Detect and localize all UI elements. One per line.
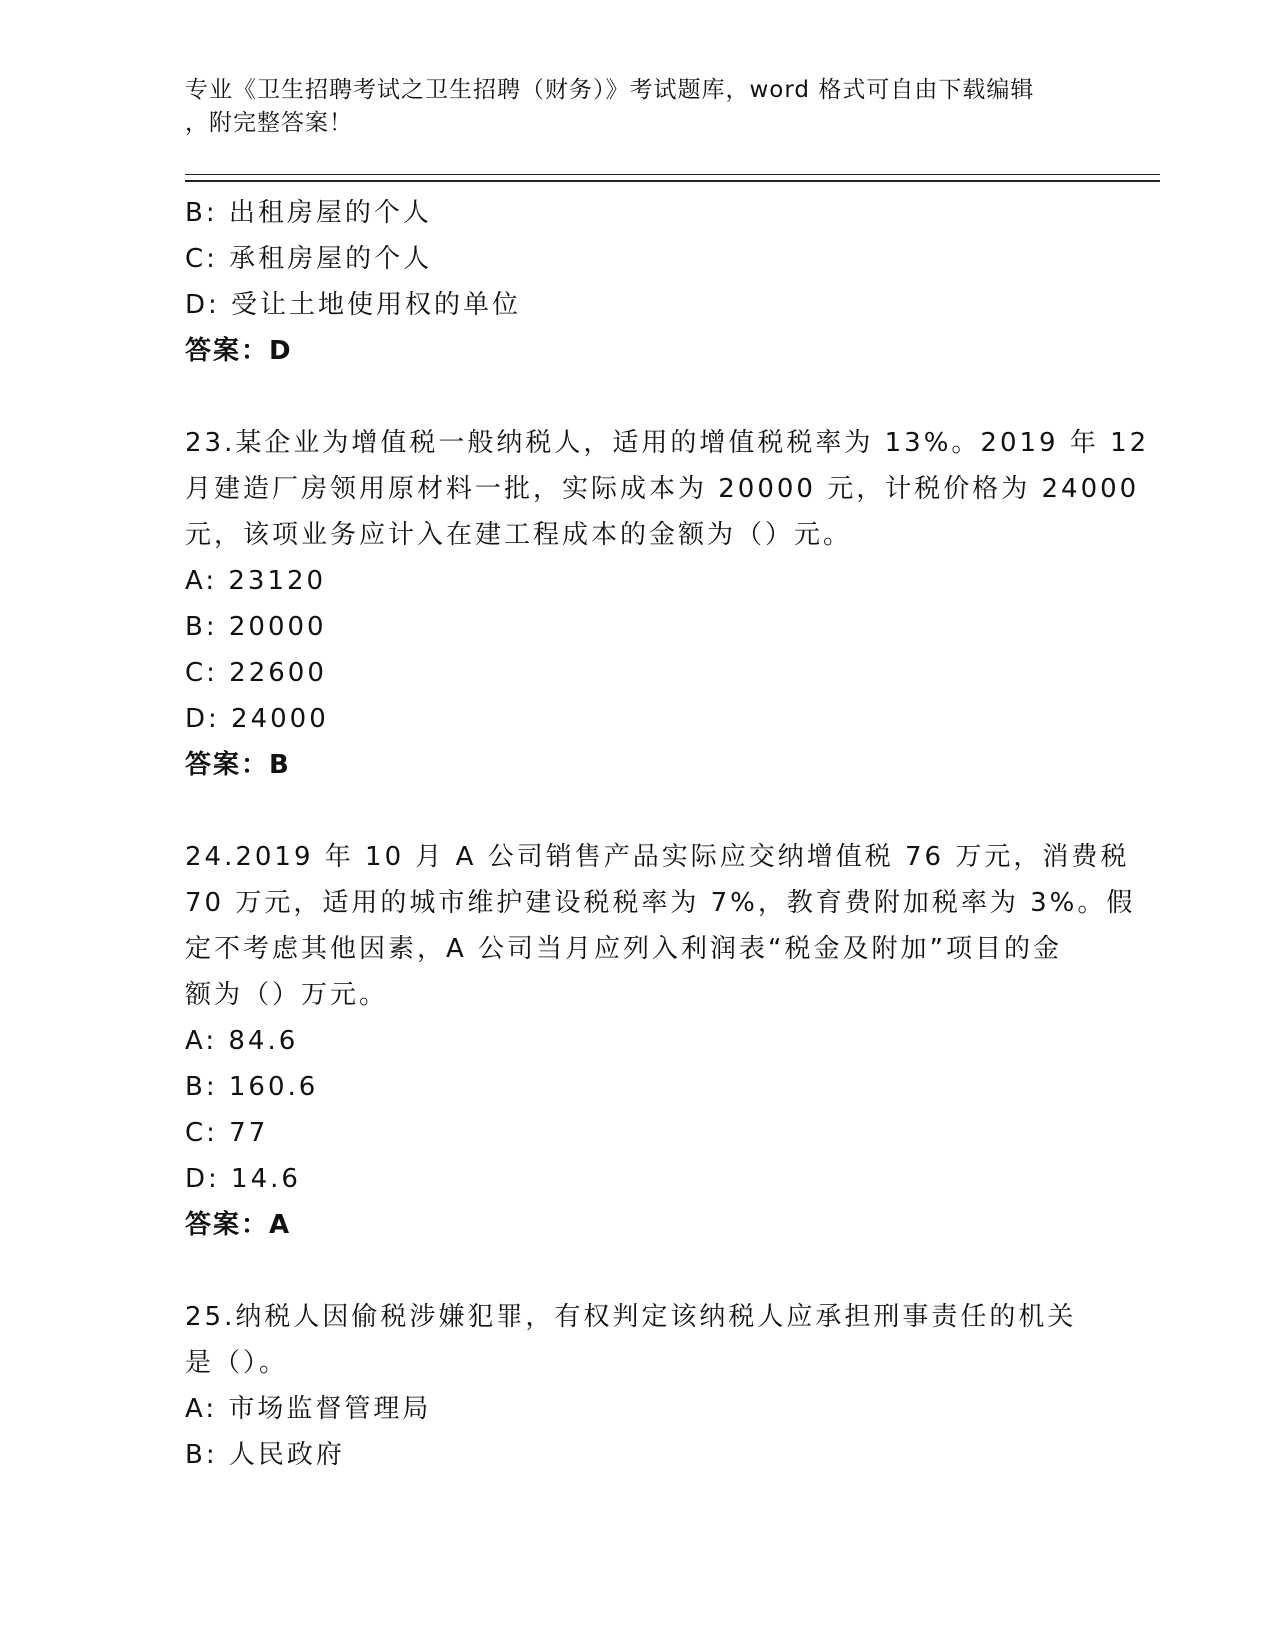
spacer — [185, 788, 1085, 834]
option-d: D: 24000 — [185, 704, 329, 734]
question-stem — [185, 420, 1150, 558]
answer-label: 答案：A — [185, 1210, 292, 1240]
option-c: C: 22600 — [185, 658, 327, 688]
document-header — [185, 74, 1085, 140]
stem-line: 元，该项业务应计入在建工程成本的金额为（）元。 — [185, 520, 853, 550]
question-25 — [185, 1294, 1085, 1478]
spacer — [185, 1248, 1085, 1294]
option-b: B: 20000 — [185, 612, 327, 642]
option-d: D: 受让土地使用权的单位 — [185, 290, 522, 320]
question-22 — [185, 190, 1085, 374]
header-divider-thin — [185, 174, 1160, 175]
question-23 — [185, 420, 1150, 788]
option-b: B: 出租房屋的个人 — [185, 198, 432, 228]
stem-line: 24.2019 年 10 月 A 公司销售产品实际应交纳增值税 76 万元，消费税 — [185, 842, 1130, 872]
header-line: 专业《卫生招聘考试之卫生招聘（财务）》考试题库，word 格式可自由下载编辑 — [185, 77, 1035, 103]
question-stem — [185, 834, 1136, 1018]
option-c: C: 77 — [185, 1118, 269, 1148]
document-body — [185, 190, 1150, 1478]
stem-line: 是（）。 — [185, 1348, 289, 1378]
stem-line: 额为（）万元。 — [185, 980, 389, 1010]
question-24 — [185, 834, 1136, 1248]
spacer — [185, 374, 1085, 420]
option-a: A: 23120 — [185, 566, 327, 596]
question-stem — [185, 1294, 1085, 1386]
answer-label: 答案：B — [185, 750, 291, 780]
stem-line: 70 万元，适用的城市维护建设税税率为 7%，教育费附加税率为 3%。假 — [185, 888, 1136, 918]
header-line: ，附完整答案！ — [185, 110, 353, 136]
stem-line: 月建造厂房领用原材料一批，实际成本为 20000 元，计税价格为 24000 — [185, 474, 1140, 504]
answer-label: 答案：D — [185, 336, 293, 366]
header-divider-thick — [185, 180, 1160, 182]
option-d: D: 14.6 — [185, 1164, 301, 1194]
option-a: A: 市场监督管理局 — [185, 1394, 432, 1424]
stem-line: 23.某企业为增值税一般纳税人，适用的增值税税率为 13%。2019 年 12 — [185, 428, 1150, 458]
option-b: B: 人民政府 — [185, 1440, 345, 1470]
option-b: B: 160.6 — [185, 1072, 319, 1102]
option-a: A: 84.6 — [185, 1026, 299, 1056]
stem-line: 定不考虑其他因素，A 公司当月应列入利润表“税金及附加”项目的金 — [185, 934, 1062, 964]
option-c: C: 承租房屋的个人 — [185, 244, 433, 274]
stem-line: 25.纳税人因偷税涉嫌犯罪，有权判定该纳税人应承担刑事责任的机关 — [185, 1302, 1077, 1332]
